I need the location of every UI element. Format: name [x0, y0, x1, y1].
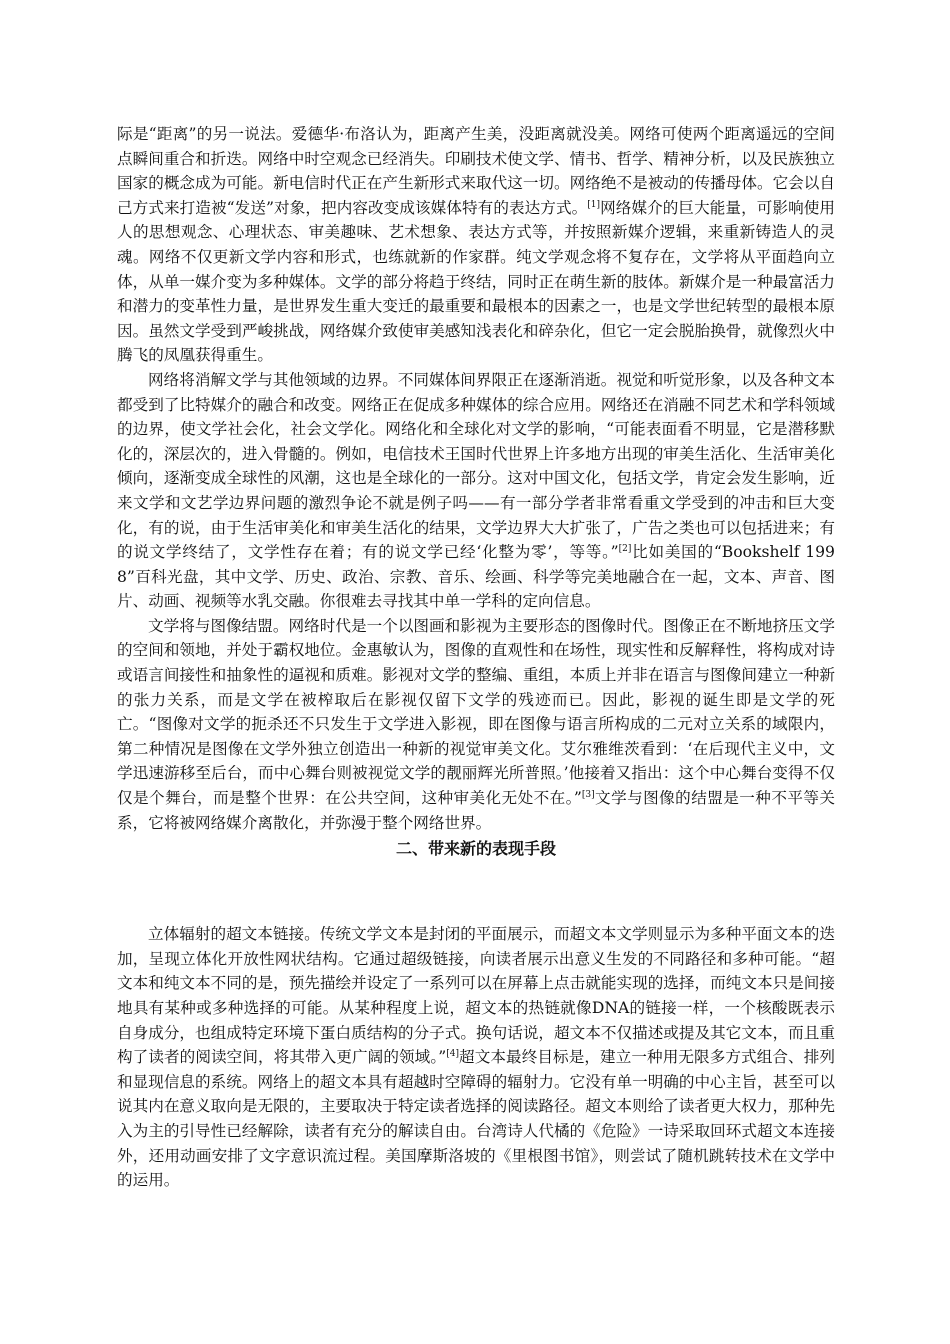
paragraph-3-text-a: 文学将与图像结盟。网络时代是一个以图画和影视为主要形态的图像时代。图像正在不断地挤压文学的空间和领地，并处于霸权地位。金惠敏认为，图像的直观性和在场性，现实性和反解释性，将构成对诗或语言间接性和抽象性的逼视和质难。影视对文学的整编、重组，本质上并非在语言与图像间建立一种新的张力关系，而是文学在被榨取后在影视仅留下文学的残迹而已。因此，影视的诞生即是文学的死亡。“图像对文学的扼杀还不只发生于文学进入影视，即在图像与语言所构成的二元对立关系的域限内，第二种情况是图像在文学外独立创造出一种新的视觉审美文化。艾尔雅维茨看到：‘在后现代主义中，文学迅速游移至后台，而中心舞台则被视觉文学的靓丽辉光所普照。’他接着又指出：这个中心舞台变得不仅仅是个舞台，而是整个世界：在公共空间，这种审美化无处不在。”: [117, 616, 835, 808]
paragraph-4-text-a: 立体辐射的超文本链接。传统文学文本是封闭的平面展示，而超文本文学则显示为多种平面文本的迭加，呈现立体化开放性网状结构。它通过超级链接，向读者展示出意义生发的不同路径和多种可能。“超文本和纯文本不同的是，预先描绘并设定了一系列可以在屏幕上点击就能实现的选择，而纯文本只是间接地具有某种或多种选择的可能。从某种程度上说，超文本的热链就像DNA的链接一样，一个核酸既表示自身成分，也组成特定环境下蛋白质结构的分子式。换句话说，超文本不仅描述或提及其它文本，而且重构了读者的阅读空间，将其带入更广阔的领域。”: [117, 925, 835, 1067]
citation-1: [1]: [587, 199, 601, 210]
citation-4: [4]: [446, 1049, 459, 1060]
document-page: [117, 122, 835, 1193]
section-spacer: [117, 865, 835, 922]
body-paragraph-4: [117, 922, 835, 1193]
paragraph-2-text-b: 比如美国的“Bookshelf 1998”百科光盘，其中文学、历史、政治、宗教、音乐、绘画、科学等完美地融合在一起，文本、声音、图片、动画、视频等水乳交融。你很难去寻找其中单一学科的定向信息。: [117, 543, 835, 611]
body-paragraph-2: [117, 368, 835, 614]
paragraph-3-text-b: 文学与图像的结盟是一种不平等关系，它将被网络媒介离散化，并弥漫于整个网络世界。: [117, 789, 835, 832]
paragraph-4-text-b: 超文本最终目标是，建立一种用无限多方式组合、排列和显现信息的系统。网络上的超文本具有超越时空障碍的辐射力。它没有单一明确的中心主旨，甚至可以说其内在意义取向是无限的，主要取决于特定读者选择的阅读路径。超文本则给了读者更大权力，那种先入为主的引导性已经解除，读者有充分的解读自由。台湾诗人代橘的《危险》一诗采取回环式超文本连接外，还用动画安排了文字意识流过程。美国摩斯洛坡的《里根图书馆》，则尝试了随机跳转技术在文学中的运用。: [117, 1048, 835, 1190]
citation-2: [2]: [618, 544, 632, 555]
paragraph-1-text-b: 网络媒介的巨大能量，可影响使用人的思想观念、心理状态、审美趣味、艺术想象、表达方式等，并按照新媒介逻辑，来重新铸造人的灵魂。网络不仅更新文学内容和形式，也练就新的作家群。纯文学观念将不复存在，文学将从平面趋向立体，从单一媒介变为多种媒体。文学的部分将趋于终结，同时正在萌生新的肢体。新媒介是一种最富活力和潜力的变革性力量，是世界发生重大变迁的最重要和最根本的因素之一，也是文学世纪转型的最根本原因。虽然文学受到严峻挑战，网络媒介致使审美感知浅表化和碎杂化，但它一定会脱胎换骨，就像烈火中腾飞的凤凰获得重生。: [117, 198, 835, 365]
body-paragraph-1: [117, 122, 835, 368]
citation-3: [3]: [581, 790, 595, 801]
section-heading: 二、带来新的表现手段: [395, 839, 556, 859]
paragraph-1-text-a: 际是“距离”的另一说法。爱德华·布洛认为，距离产生美，没距离就没美。网络可使两个距离遥远的空间点瞬间重合和折迭。网络中时空观念已经消失。印刷技术使文学、情书、哲学、精神分析，以及民族独立国家的概念成为可能。新电信时代正在产生新形式来取代这一切。网络绝不是被动的传播母体。它会以自己方式来打造被“发送”对象，把内容改变成该媒体特有的表达方式。: [117, 125, 835, 217]
body-paragraph-3: [117, 614, 835, 835]
paragraph-2-text-a: 网络将消解文学与其他领域的边界。不同媒体间界限正在逐渐消逝。视觉和听觉形象，以及各种文本都受到了比特媒介的融合和改变。网络正在促成多种媒体的综合应用。网络还在消融不同艺术和学科领域的边界，使文学社会化，社会文学化。网络化和全球化对文学的影响，“可能表面看不明显，它是潜移默化的，深层次的，进入骨髓的。例如，电信技术王国时代世界上许多地方出现的审美生活化、生活审美化倾向，逐渐变成全球性的风潮，这也是全球化的一部分。这对中国文化，包括文学，肯定会发生影响，近来文学和文艺学边界问题的激烈争论不就是例子吗——有一部分学者非常看重文学受到的冲击和巨大变化，有的说，由于生活审美化和审美生活化的结果，文学边界大大扩张了，广告之类也可以包括进来；有的说文学终结了，文学性存在着；有的说文学已经‘化整为零’，等等。”: [117, 370, 835, 562]
